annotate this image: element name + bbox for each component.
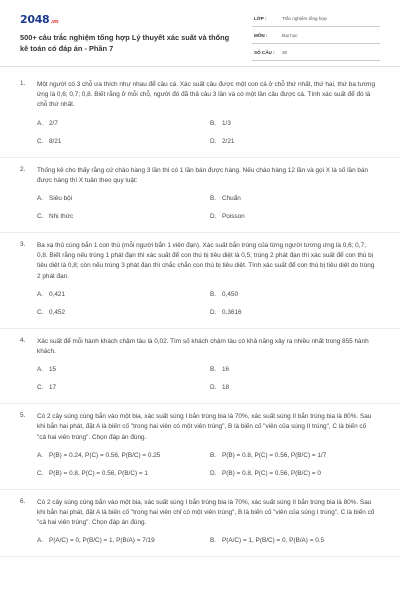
- meta-row-class: [252, 13, 380, 27]
- option-letter: D.: [210, 213, 217, 221]
- question-list: [0, 80, 400, 565]
- option-text: Chuẩn: [222, 195, 241, 203]
- option-text: P(B) = 0.8, P(C) = 0.56, P(B/C) = 1/7: [222, 451, 327, 459]
- answer-options: [37, 536, 376, 546]
- option-a[interactable]: [37, 194, 210, 204]
- option-text: P(B) = 0.8, P(C) = 0.56, P(B/C) = 1: [49, 469, 148, 477]
- meta-row-count: [252, 47, 380, 61]
- option-letter: C.: [37, 308, 44, 316]
- option-text: P(B) = 0.8, P(C) = 0.56, P(B/C) = 0: [222, 469, 321, 477]
- meta-value-subject: Đại học: [282, 33, 298, 38]
- option-letter: D.: [210, 384, 217, 392]
- question-number: 6.: [20, 497, 26, 505]
- question-text: Thống kê cho thấy rằng cứ chào hàng 3 lần thì có 1 lần bán được hàng. Nếu chào hàng 12 lần và gọi X là số lần bán được hàng thì X tuân theo quy luật:: [37, 166, 369, 184]
- question-number: 3.: [20, 241, 26, 249]
- option-text: 2/21: [222, 137, 235, 145]
- question-text: Ba xạ thủ cùng bắn 1 con thú (mỗi người bắn 1 viên đạn). Xác suất bắn trúng của từng người tương ứng là 0,6; 0,7; 0,8. Biết rằng nếu trúng 1 phát đạn thì xác suất để con thú bị tiêu diệt là 0,5; trúng 2 phát đạn thì xác suất để con thú bị tiêu diệt là 0,8; còn nếu trúng 3 phát đạn thì chắc chắn con thú bị tiêu diệt. Tính xác suất để con thú bị tiêu diệt do trúng 2 phát đạn.: [37, 242, 375, 280]
- option-a[interactable]: [37, 290, 210, 300]
- question-number: 2.: [20, 165, 26, 173]
- option-letter: A.: [37, 290, 44, 298]
- option-b[interactable]: [210, 451, 383, 461]
- question-text: Xác suất để mỗi hành khách chậm tàu là 0,02. Tìm số khách chậm tàu có khả năng xảy ra nhiều nhất trong 855 hành khách.: [37, 337, 369, 356]
- option-text: 0,421: [49, 290, 65, 298]
- option-text: P(A/C) = 0, P(B/C) = 1, P(B/A) = 7/19: [49, 537, 155, 545]
- option-b[interactable]: [210, 365, 383, 375]
- option-text: 18: [222, 384, 230, 392]
- option-letter: C.: [37, 469, 44, 477]
- option-text: Nhị thức: [49, 213, 74, 221]
- option-b[interactable]: [210, 290, 383, 300]
- option-letter: A.: [37, 451, 44, 459]
- question-1: [0, 80, 400, 158]
- question-number: 1.: [20, 80, 26, 87]
- option-a[interactable]: [37, 536, 210, 546]
- option-c[interactable]: [37, 308, 210, 318]
- meta-table: [252, 13, 380, 64]
- question-3: [0, 241, 400, 329]
- option-letter: D.: [210, 137, 217, 145]
- answer-options: [37, 451, 376, 479]
- option-letter: B.: [210, 119, 217, 127]
- option-d[interactable]: [210, 137, 383, 147]
- option-letter: D.: [210, 469, 217, 477]
- option-a[interactable]: [37, 451, 210, 461]
- meta-value-count: 30: [282, 50, 288, 55]
- page-header: [0, 0, 400, 62]
- document-title: 500+ câu trắc nghiệm tổng hợp Lý thuyết xác suất và thống kê toán có đáp án - Phần 7: [20, 33, 230, 53]
- answer-options: [37, 119, 376, 147]
- meta-row-subject: [252, 30, 380, 44]
- question-6: [0, 498, 400, 558]
- question-number: 5.: [20, 412, 26, 420]
- option-letter: B.: [210, 195, 217, 203]
- option-b[interactable]: [210, 536, 383, 546]
- meta-label-class: LỚP :: [254, 16, 267, 21]
- option-text: 16: [222, 366, 230, 374]
- question-5: [0, 412, 400, 490]
- option-b[interactable]: [210, 119, 383, 129]
- option-letter: A.: [37, 537, 44, 545]
- option-d[interactable]: [210, 383, 383, 393]
- option-c[interactable]: [37, 137, 210, 147]
- option-letter: C.: [37, 384, 44, 392]
- header-divider: [0, 66, 400, 67]
- question-text: Một người có 3 chỗ ưa thích như nhau để câu cá. Xác suất câu được một con cá ở chỗ thứ nhất, thứ hai, thứ ba tương ứng là 0,6; 0,7; 0,8. Biết rằng ở mỗi chỗ, người đó đã thả câu 3 lần và có một lần câu được cá. Tính xác suất để đó là chỗ thứ nhất.: [37, 81, 376, 109]
- option-text: 0,452: [49, 308, 65, 316]
- option-letter: B.: [210, 366, 217, 374]
- option-d[interactable]: [210, 469, 383, 479]
- option-c[interactable]: [37, 383, 210, 393]
- logo-suffix: .vn: [50, 19, 59, 25]
- answer-options: [37, 290, 376, 318]
- option-letter: A.: [37, 366, 44, 374]
- meta-value-class: Trắc nghiệm tổng hợp: [282, 16, 327, 21]
- option-letter: B.: [210, 290, 217, 298]
- option-text: 0,3616: [222, 308, 242, 316]
- option-c[interactable]: [37, 212, 210, 222]
- option-letter: C.: [37, 137, 44, 145]
- option-letter: A.: [37, 119, 44, 127]
- option-text: 17: [49, 384, 57, 392]
- option-text: Poisson: [222, 213, 245, 221]
- option-c[interactable]: [37, 469, 210, 479]
- option-d[interactable]: [210, 308, 383, 318]
- site-logo[interactable]: [20, 13, 58, 26]
- option-letter: C.: [37, 213, 44, 221]
- question-text: Có 2 cây súng cùng bắn vào một bia, xác suất súng I bắn trúng bia là 70%, xác suất súng II bắn trúng bia là 80%. Sau khi bắn hai phát, đặt A là biến cố "trong hai viên chỉ có một viên trúng", B là biến cố "viên của súng I trúng", C là biến cố "cả hai viên trúng". Chọn đáp án đúng.: [37, 498, 375, 527]
- option-letter: D.: [210, 308, 217, 316]
- option-letter: B.: [210, 451, 217, 459]
- meta-label-subject: MÔN :: [254, 33, 268, 38]
- option-text: 1/3: [222, 119, 231, 127]
- option-b[interactable]: [210, 194, 383, 204]
- answer-options: [37, 365, 376, 393]
- meta-label-count: SỐ CÂU :: [254, 50, 275, 55]
- option-text: 8/21: [49, 137, 62, 145]
- option-text: Siêu bội: [49, 195, 73, 203]
- option-letter: B.: [210, 537, 217, 545]
- question-text: Có 2 cây súng cùng bắn vào một bia, xác suất súng I bắn trúng bia là 70%, xác suất súng II bắn trúng bia là 80%. Sau khi bắn hai phát, đặt A là biến cố "trong hai viên có một viên trúng", B là biến cố "viên của súng II trúng", C là biến cố "cả hai viên trúng". Chọn đáp án đúng.: [37, 413, 372, 441]
- question-4: [0, 337, 400, 404]
- question-2: [0, 166, 400, 233]
- option-text: 15: [49, 366, 57, 374]
- option-text: 2/7: [49, 119, 58, 127]
- answer-options: [37, 194, 376, 222]
- option-d[interactable]: [210, 212, 383, 222]
- option-text: 0,450: [222, 290, 238, 298]
- logo-text: 2048: [20, 13, 50, 26]
- question-number: 4.: [20, 336, 26, 344]
- option-letter: A.: [37, 195, 44, 203]
- option-a[interactable]: [37, 365, 210, 375]
- option-a[interactable]: [37, 119, 210, 129]
- option-text: P(B) = 0.24, P(C) = 0.56, P(B/C) = 0.25: [49, 451, 161, 459]
- option-text: P(A/C) = 1, P(B/C) = 0, P(B/A) = 0.5: [222, 537, 325, 545]
